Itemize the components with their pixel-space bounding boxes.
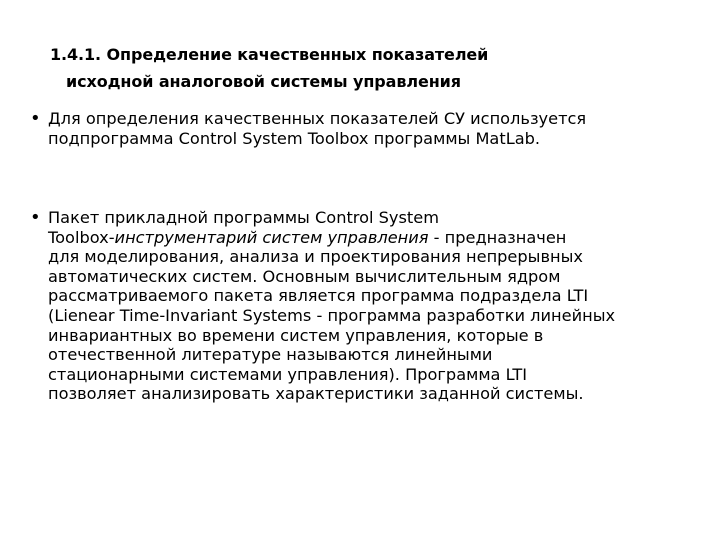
bullet-1-line-2: подпрограмма Control System Toolbox программы MatLab. <box>48 128 541 148</box>
bullet-2-line-10: позволяет анализировать характеристики заданной системы. <box>48 384 584 404</box>
bullet-item-2 <box>30 208 680 404</box>
bullet-2-line-4: автоматических систем. Основным вычислительным ядром <box>48 266 561 286</box>
bullet-text <box>48 208 680 404</box>
title-line-2: исходной аналоговой системы управления <box>66 72 461 91</box>
bullet-2-line-7: инвариантных во времени систем управления, которые в <box>48 325 544 345</box>
bullet-1-line-1: Для определения качественных показателей СУ используется <box>48 109 587 128</box>
bullet-marker: • <box>30 108 41 129</box>
bullet-marker: • <box>30 207 41 228</box>
bullet-2-suffix: - предназначен <box>428 227 567 247</box>
bullet-2-prefix: Toolbox- <box>48 227 115 247</box>
bullet-2-line-5: рассматриваемого пакета является программа подраздела LTI <box>48 286 589 306</box>
bullet-2-line-1: Пакет прикладной программы Control System <box>48 208 440 227</box>
bullet-2-line-9: стационарными системами управления). Программа LTI <box>48 364 528 384</box>
slide-title <box>50 41 610 95</box>
bullet-2-line-2 <box>48 228 680 248</box>
title-line-1: 1.4.1. Определение качественных показателей <box>50 45 489 64</box>
bullet-2-line-6: (Lienear Time-Invariant Systems - программа разработки линейных <box>48 305 616 325</box>
bullet-2-line-8: отечественной литературе называются линейными <box>48 345 493 365</box>
bullet-2-italic-term: инструментарий систем управления <box>114 227 429 247</box>
bullet-2-line-3: для моделирования, анализа и проектирования непрерывных <box>48 247 583 267</box>
bullet-item-1 <box>30 109 680 148</box>
bullet-text <box>48 109 680 148</box>
